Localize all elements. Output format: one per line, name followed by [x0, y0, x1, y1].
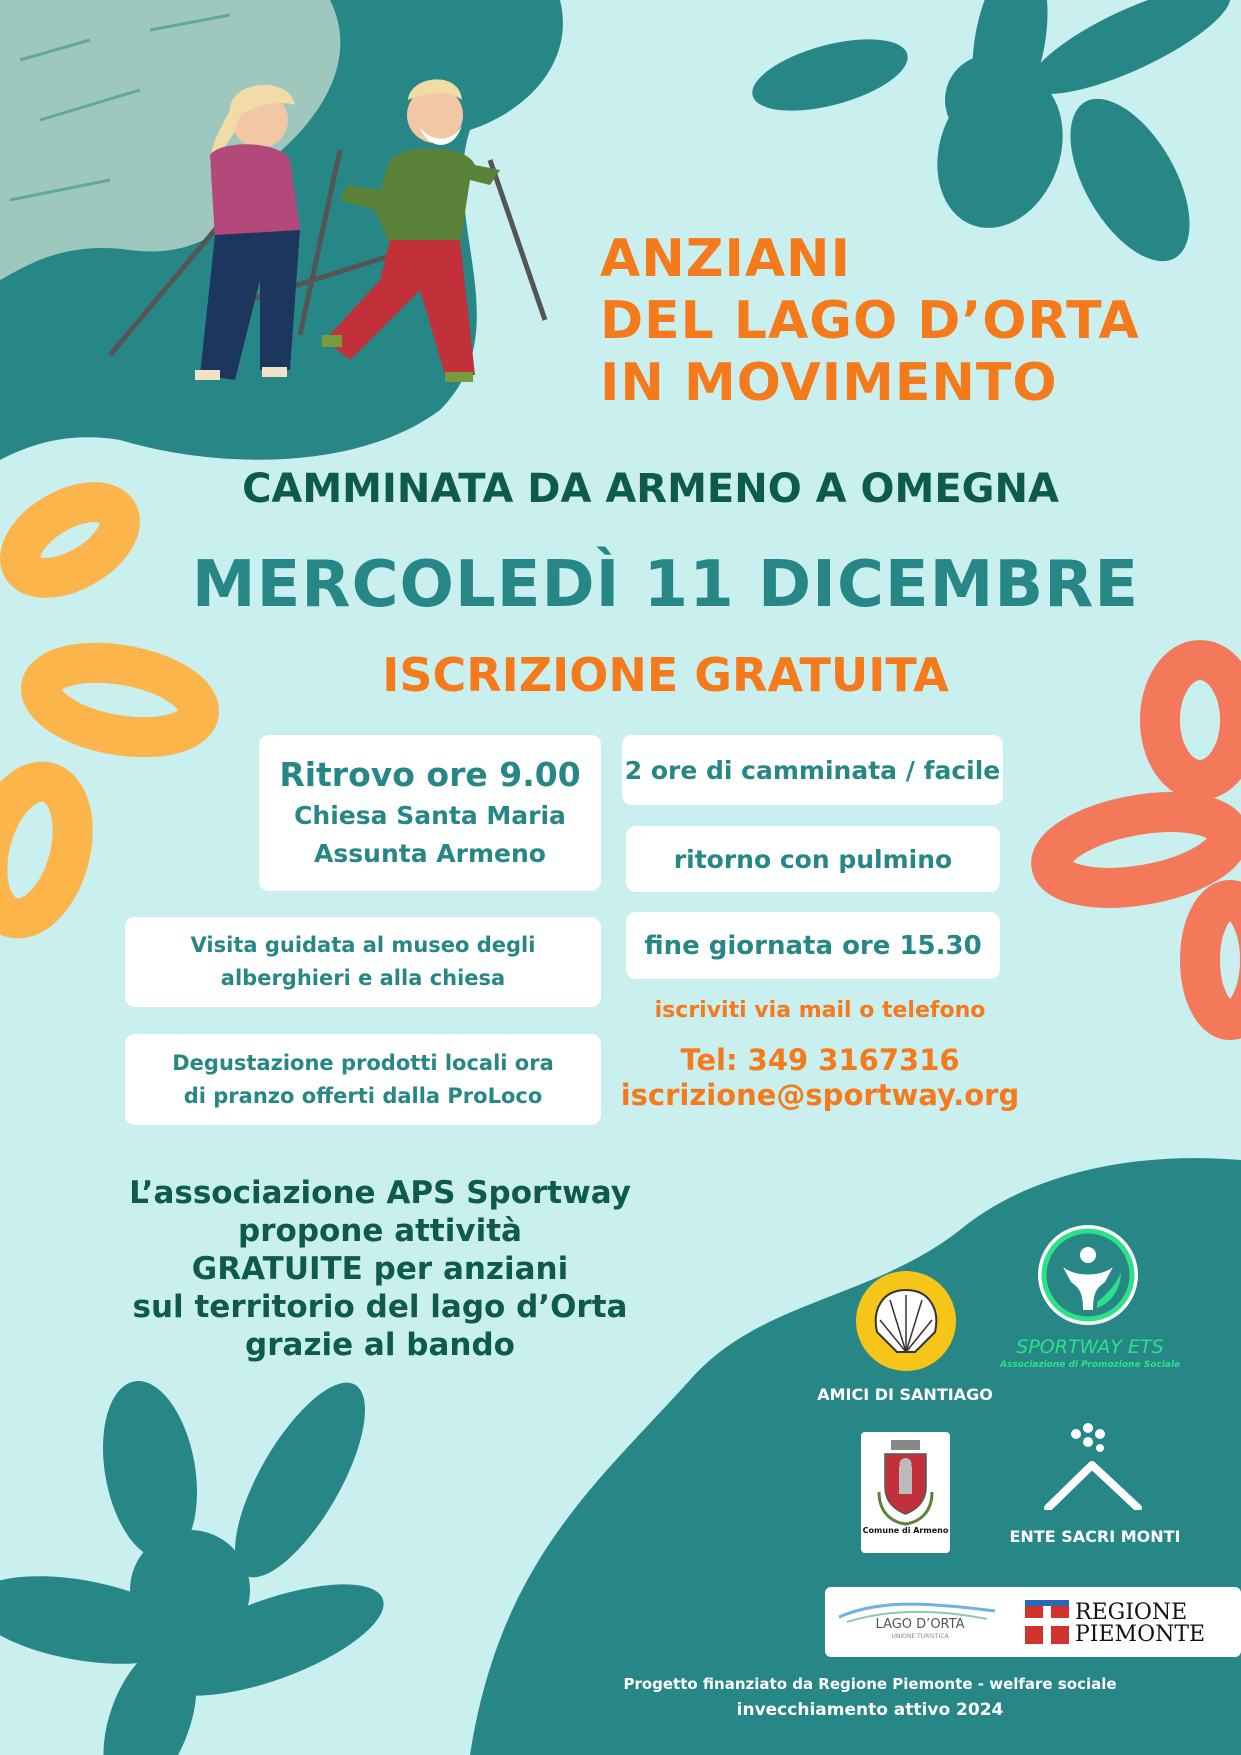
regione-piemonte-flag-icon: [1025, 1600, 1069, 1644]
santiago-shell-logo: [855, 1270, 957, 1372]
funding-note-line-2: invecchiamento attivo 2024: [736, 1700, 1004, 1720]
sportway-tagline: Associazione di Promozione Sociale: [1000, 1360, 1181, 1370]
right-coral-flower: [1045, 660, 1241, 1020]
regione-name: [1075, 1602, 1205, 1646]
association-line-4: sul territorio del lago d’Orta: [132, 1289, 628, 1325]
association-line-2: propone attività: [238, 1213, 522, 1249]
comune-label: Comune di Armeno: [862, 1526, 949, 1535]
comune-crest-icon: [861, 1432, 950, 1532]
duration-text: 2 ore di camminata / facile: [624, 755, 1001, 785]
regione-line-2: PIEMONTE: [1075, 1622, 1206, 1647]
tasting-line-2: di pranzo offerti dalla ProLoco: [183, 1083, 543, 1108]
title-line-1: ANZIANI: [600, 229, 851, 289]
partner-logos-strip: [825, 1587, 1241, 1657]
title-line-2: DEL LAGO D’ORTA: [600, 291, 1140, 351]
santiago-label: AMICI DI SANTIAGO: [817, 1385, 993, 1404]
return-text: ritorno con pulmino: [673, 844, 953, 874]
duration-card: [622, 735, 1003, 805]
free-registration-note: ISCRIZIONE GRATUITA: [382, 648, 949, 702]
sportway-logo: [1035, 1222, 1141, 1328]
regione-line-1: REGIONE: [1075, 1600, 1188, 1625]
funding-note-line-1: Progetto finanziato da Regione Piemonte - welfare sociale: [623, 1675, 1117, 1693]
end-time-text: fine giornata ore 15.30: [644, 930, 982, 961]
meeting-time: Ritrovo ore 9.00: [279, 755, 581, 794]
comune-armeno-logo: [861, 1432, 950, 1553]
meeting-point-card: [259, 735, 601, 891]
tasting-line-1: Degustazione prodotti locali ora: [172, 1050, 554, 1075]
contact-phone[interactable]: Tel: 349 3167316: [680, 1043, 960, 1077]
event-title: [600, 228, 1140, 414]
association-line-1: L’associazione APS Sportway: [129, 1175, 631, 1211]
tasting-card: [125, 1034, 601, 1125]
contact-email[interactable]: iscrizione@sportway.org: [620, 1078, 1020, 1112]
guided-tour-card: [125, 917, 601, 1007]
event-date: MERCOLEDÌ 11 DICEMBRE: [191, 548, 1140, 622]
sacri-monti-label: ENTE SACRI MONTI: [1009, 1527, 1181, 1546]
association-line-5: grazie al bando: [245, 1327, 515, 1363]
association-line-3: GRATUITE per anziani: [191, 1251, 569, 1287]
title-line-3: IN MOVIMENTO: [600, 353, 1058, 413]
end-time-card: [626, 912, 1000, 979]
walking-seniors-illustration: [90, 70, 570, 450]
sacri-monti-logo: [1040, 1420, 1150, 1510]
lago-orta-name: LAGO D’ORTA: [875, 1617, 965, 1632]
meeting-place-line-2: Assunta Armeno: [314, 839, 546, 868]
meeting-place-line-1: Chiesa Santa Maria: [294, 801, 566, 830]
sportway-name: SPORTWAY ETS: [1016, 1336, 1164, 1358]
guided-tour-line-1: Visita guidata al museo degli: [190, 933, 536, 957]
bottom-left-flower: [0, 1365, 396, 1755]
walk-route-subtitle: CAMMINATA DA ARMENO A OMEGNA: [242, 466, 1059, 512]
lago-orta-sub: UNIONE TURISTICA: [891, 1633, 949, 1640]
registration-invite: iscriviti via mail o telefono: [654, 998, 986, 1023]
guided-tour-line-2: alberghieri e alla chiesa: [220, 966, 506, 990]
association-description: [120, 1174, 640, 1364]
return-card: [626, 826, 1000, 892]
